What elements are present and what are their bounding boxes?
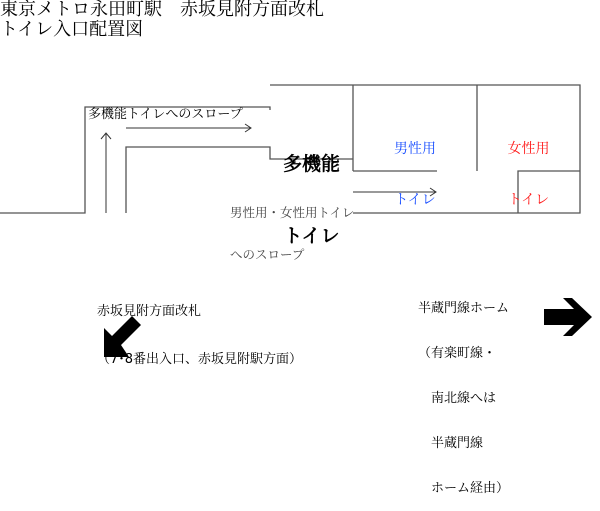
hanzo-line-3: 南北線へは <box>418 391 497 406</box>
akasaka-gate-label <box>97 272 302 384</box>
womens-line-2: トイレ <box>507 192 550 208</box>
slope-up-arrow <box>101 133 111 213</box>
title-line-1: 東京メトロ永田町駅 赤坂見附方面改札 <box>0 0 324 20</box>
hanzo-line-4: 半蔵門線 <box>418 436 484 451</box>
mens-line-1: 男性用 <box>394 141 436 157</box>
hanzo-line-2: （有楽町線・ <box>418 346 497 361</box>
mens-line-2: トイレ <box>394 192 436 208</box>
akasaka-line-1: 赤坂見附方面改札 <box>97 304 202 319</box>
arrow-right-icon <box>544 298 592 336</box>
mens-toilet-label <box>353 107 477 226</box>
womens-toilet-label <box>477 107 580 226</box>
slope-to-multipurpose-label: 多機能トイレへのスロープ <box>88 107 243 122</box>
slope-right-arrow-multipurpose <box>126 124 251 132</box>
akasaka-line-2: （7･8番出入口、赤坂見附駅方面） <box>97 352 303 367</box>
hanzo-line-1: 半蔵門線ホーム <box>418 301 510 316</box>
hanzomon-platform-label <box>418 271 509 511</box>
multipurpose-line-2: トイレ <box>283 225 340 247</box>
title-line-2: トイレ入口配置図 <box>0 19 144 40</box>
hanzo-line-5: ホーム経由） <box>418 481 510 496</box>
slope-mw-line-2: へのスロープ <box>230 247 305 262</box>
womens-line-1: 女性用 <box>507 141 550 157</box>
slope-mw-line-1: 男性用・女性用トイレ <box>230 205 355 220</box>
multipurpose-line-1: 多機能 <box>282 153 340 175</box>
slope-to-mens-womens-label <box>230 178 354 276</box>
